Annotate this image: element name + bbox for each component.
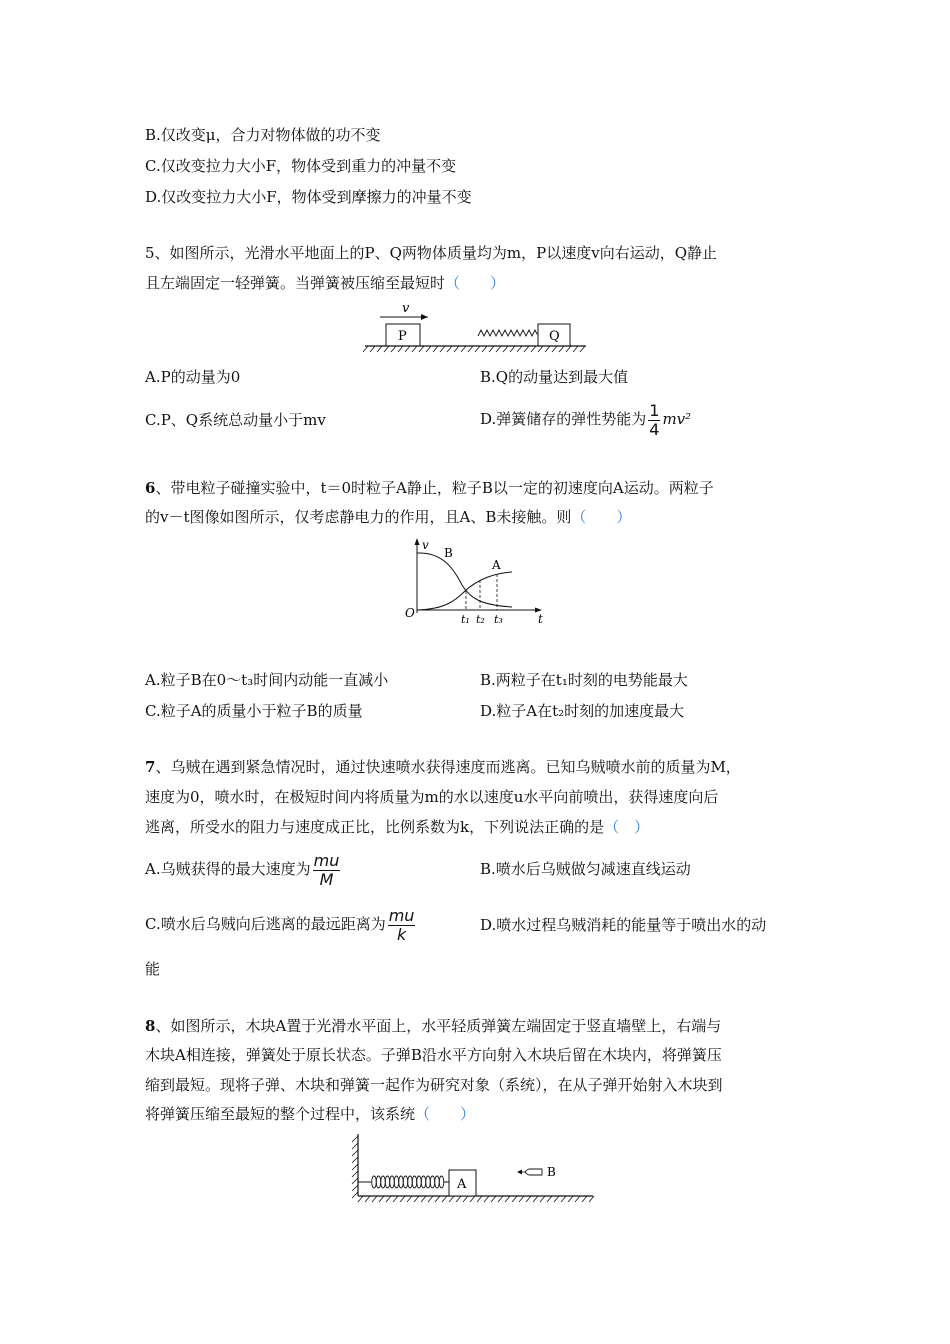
q6-axis-t-label: t: [538, 612, 543, 626]
q6-vt-graph: [400, 535, 550, 630]
q6-axis-v-label: v: [422, 538, 429, 552]
q7-option-d: D.喷水过程乌贼消耗的能量等于喷出水的动: [480, 916, 767, 934]
q5-figure: [360, 300, 590, 356]
q6-answer-paren: （ ）: [571, 508, 632, 526]
q6-t2-label: t₂: [476, 613, 485, 626]
q7-option-d-continued: 能: [145, 960, 161, 978]
q8-stem-line3: 缩到最短。现将子弹、木块和弹簧一起作为研究对象（系统），在从子弹开始射入木块到: [145, 1076, 723, 1094]
q5-block-q-label: Q: [549, 329, 560, 344]
q5-block-p-label: P: [398, 329, 407, 344]
q8-stem-line2: 木块A相连接，弹簧处于原长状态。子弹B沿水平方向射入木块后留在木块内，将弹簧压: [145, 1046, 722, 1064]
q5-stem-line1: 5、如图所示，光滑水平地面上的P、Q两物体质量均为m，P以速度v向右运动，Q静止: [145, 244, 718, 262]
q7-answer-paren: （ ）: [604, 818, 650, 836]
q6-stem-line1: 6、带电粒子碰撞实验中，t＝0时粒子A静止，粒子B以一定的初速度向A运动。两粒子: [145, 479, 714, 497]
q4-option-c: C.仅改变拉力大小F，物体受到重力的冲量不变: [145, 157, 457, 175]
q5-answer-paren: （ ）: [445, 274, 506, 292]
q6-curve-b-label: B: [444, 546, 453, 560]
q8-answer-paren: （ ）: [415, 1105, 476, 1123]
q7-stem-line3: 逃离，所受水的阻力与速度成正比，比例系数为k，下列说法正确的是（ ）: [145, 818, 650, 836]
q5-option-c: C.P、Q系统总动量小于mv: [145, 411, 326, 429]
q7-stem-line2: 速度为0，喷水时，在极短时间内将质量为m的水以速度u水平向前喷出，获得速度向后: [145, 788, 719, 806]
q8-bullet-b-label: B: [547, 1165, 556, 1179]
q5-option-d-fraction: $\frac{1}{4}$: [649, 400, 660, 439]
q8-stem-line4: 将弹簧压缩至最短的整个过程中，该系统（ ）: [145, 1105, 476, 1123]
q4-option-b: B.仅改变μ，合力对物体做的功不变: [145, 126, 381, 144]
q6-t3-label: t₃: [494, 613, 503, 626]
q5-stem-line2: 且左端固定一轻弹簧。当弹簧被压缩至最短时（ ）: [145, 274, 506, 292]
q5-velocity-label: v: [402, 301, 410, 316]
q4-option-d: D.仅改变拉力大小F，物体受到摩擦力的冲量不变: [145, 188, 472, 206]
q6-option-d: D.粒子A在t₂时刻的加速度最大: [480, 702, 685, 720]
q5-option-a: A.P的动量为0: [145, 368, 241, 386]
q7-number: 7: [145, 758, 156, 776]
q7-option-c-fraction: $\frac{mu}{k}$: [388, 905, 415, 944]
q6-option-b: B.两粒子在t₁时刻的电势能最大: [480, 671, 688, 689]
q7-stem-line1: 7、乌贼在遇到紧急情况时，通过快速喷水获得速度而逃离。已知乌贼喷水前的质量为M，: [145, 758, 741, 776]
q6-number: 6: [145, 479, 156, 497]
q6-option-a: A.粒子B在0～t₃时间内动能一直减小: [145, 671, 389, 689]
q6-origin-label: O: [405, 606, 415, 620]
q6-stem-line2: 的v－t图像如图所示，仅考虑静电力的作用，且A、B未接触。则（ ）: [145, 508, 632, 526]
q7-option-a-fraction: $\frac{mu}{M}$: [313, 850, 340, 889]
q8-figure: [345, 1130, 600, 1205]
q7-option-c: C.喷水后乌贼向后逃离的最远距离为 $\frac{mu}{k}$: [145, 905, 415, 944]
q7-option-a: A.乌贼获得的最大速度为 $\frac{mu}{M}$: [145, 850, 340, 889]
q6-t1-label: t₁: [461, 613, 470, 626]
q6-curve-a-label: A: [492, 558, 501, 572]
q8-block-a-label: A: [457, 1177, 467, 1192]
q6-option-c: C.粒子A的质量小于粒子B的质量: [145, 702, 363, 720]
q5-option-d: D.弹簧储存的弹性势能为 $\frac{1}{4}$ mv²: [480, 400, 692, 439]
q8-number: 8: [145, 1017, 156, 1035]
q7-option-b: B.喷水后乌贼做匀减速直线运动: [480, 860, 691, 878]
q8-stem-line1: 8、如图所示，木块A置于光滑水平面上，水平轻质弹簧左端固定于竖直墙壁上，右端与: [145, 1017, 722, 1035]
q5-option-b: B.Q的动量达到最大值: [480, 368, 629, 386]
